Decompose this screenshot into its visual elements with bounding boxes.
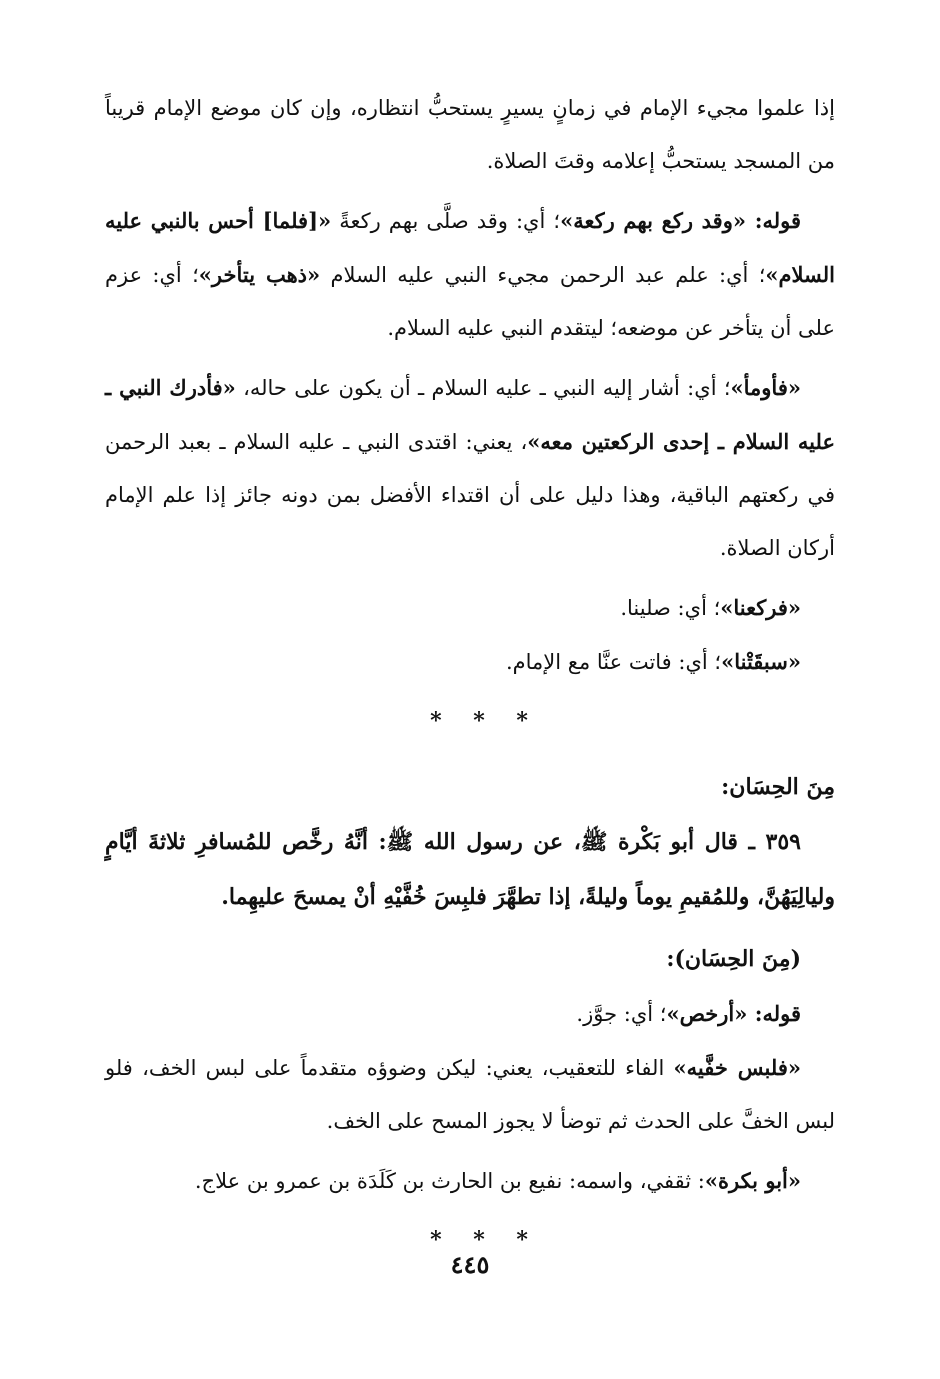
paragraph-5-text: ؛ أي: فاتت عنَّا مع الإمام. <box>505 650 722 674</box>
paragraph-6-lead: قوله: <box>747 1001 801 1026</box>
paragraph-3-quote-1: «فأومأ» <box>730 375 801 400</box>
paragraph-4-text: ؛ أي: صلينا. <box>620 596 721 620</box>
paragraph-5 <box>105 635 835 689</box>
paragraph-4-quote: «فركعنا» <box>720 595 801 620</box>
paragraph-6 <box>105 987 835 1041</box>
paragraph-2-quote-3: «ذهب يتأخر» <box>198 262 321 287</box>
paragraph-8-text: : ثقفي، واسمه: نفيع بن الحارث بن كَلَدَة بن عمرو بن علاج. <box>194 1169 705 1193</box>
paragraph-1-text: إذا علموا مجيء الإمام في زمانٍ يسيرٍ يستحبُّ انتظاره، وإن كان موضع الإمام قريباً من المسجد يستحبُّ إعلامه وقتَ الصلاة. <box>105 96 835 173</box>
paragraph-2 <box>105 194 835 355</box>
hadith-text: ٣٥٩ ـ قال أبو بَكْرة ﷺ، عن رسول الله ﷺ: أنَّهُ رخَّص للمُسافرِ ثلاثةَ أيَّامٍ وليالِيَهُنَّ، وللمُقيمِ يوماً وليلةً، إذا تطهَّرَ فلبِسَ خُفَّيْهِ أنْ يمسحَ عليهِما. <box>105 829 835 910</box>
section-heading-hisan-commentary: (مِنَ الحِسَان): <box>666 946 801 972</box>
paragraph-4 <box>105 581 835 635</box>
page-number: ٤٤٥ <box>450 1250 490 1279</box>
paragraph-8-quote: «أبو بكرة» <box>704 1168 801 1193</box>
page-body <box>105 82 835 1268</box>
paragraph-3-text-1: ؛ أي: أشار إليه النبي ـ عليه السلام ـ أن يكون على حاله، <box>235 376 731 400</box>
section-separator-1: * * * <box>430 708 540 734</box>
paragraph-3-quote-2: «فأدرك النبي ـ عليه السلام ـ إحدى الركعتين معه» <box>105 375 835 454</box>
paragraph-1 <box>105 82 835 188</box>
paragraph-8 <box>105 1154 835 1208</box>
paragraph-3 <box>105 361 835 575</box>
paragraph-5-quote: «سبقَتْنا» <box>721 649 801 674</box>
paragraph-2-quote-1: «وقد ركع بهم ركعة» <box>560 208 746 233</box>
paragraph-2-lead: قوله: <box>746 208 802 233</box>
paragraph-2-text-1: ؛ أي: وقد صلَّى بهم ركعةً <box>331 209 561 233</box>
paragraph-2-quote-2: «[فلما] أحس بالنبي عليه السلام» <box>105 208 835 287</box>
section-heading-hisan: مِنَ الحِسَان: <box>721 774 835 800</box>
paragraph-2-text-3: ؛ أي: عزم على أن يتأخر عن موضعه؛ ليتقدم النبي عليه السلام. <box>105 263 835 340</box>
paragraph-6-text: ؛ أي: جوَّز. <box>576 1002 667 1026</box>
paragraph-7 <box>105 1041 835 1148</box>
paragraph-6-quote: «أرخص» <box>666 1001 748 1026</box>
section-separator-2: * * * <box>430 1227 540 1253</box>
paragraph-7-quote: «فلبس خفَّيه» <box>673 1055 801 1080</box>
paragraph-7-text: الفاء للتعقيب، يعني: ليكن وضوؤه متقدماً على لبس الخف، فلو لبس الخفَّ على الحدث ثم توضأ لا يجوز المسح على الخف. <box>105 1056 835 1133</box>
paragraph-2-text-2: ؛ أي: علم عبد الرحمن مجيء النبي عليه السلام <box>320 263 766 287</box>
paragraph-3-text-2: ، يعني: اقتدى النبي ـ عليه السلام ـ بعبد الرحمن في ركعتهم الباقية، وهذا دليل على أن اقتداء الأفضل بمن دونه جائز إذا علم الإمام أركان الصلاة. <box>105 430 835 560</box>
